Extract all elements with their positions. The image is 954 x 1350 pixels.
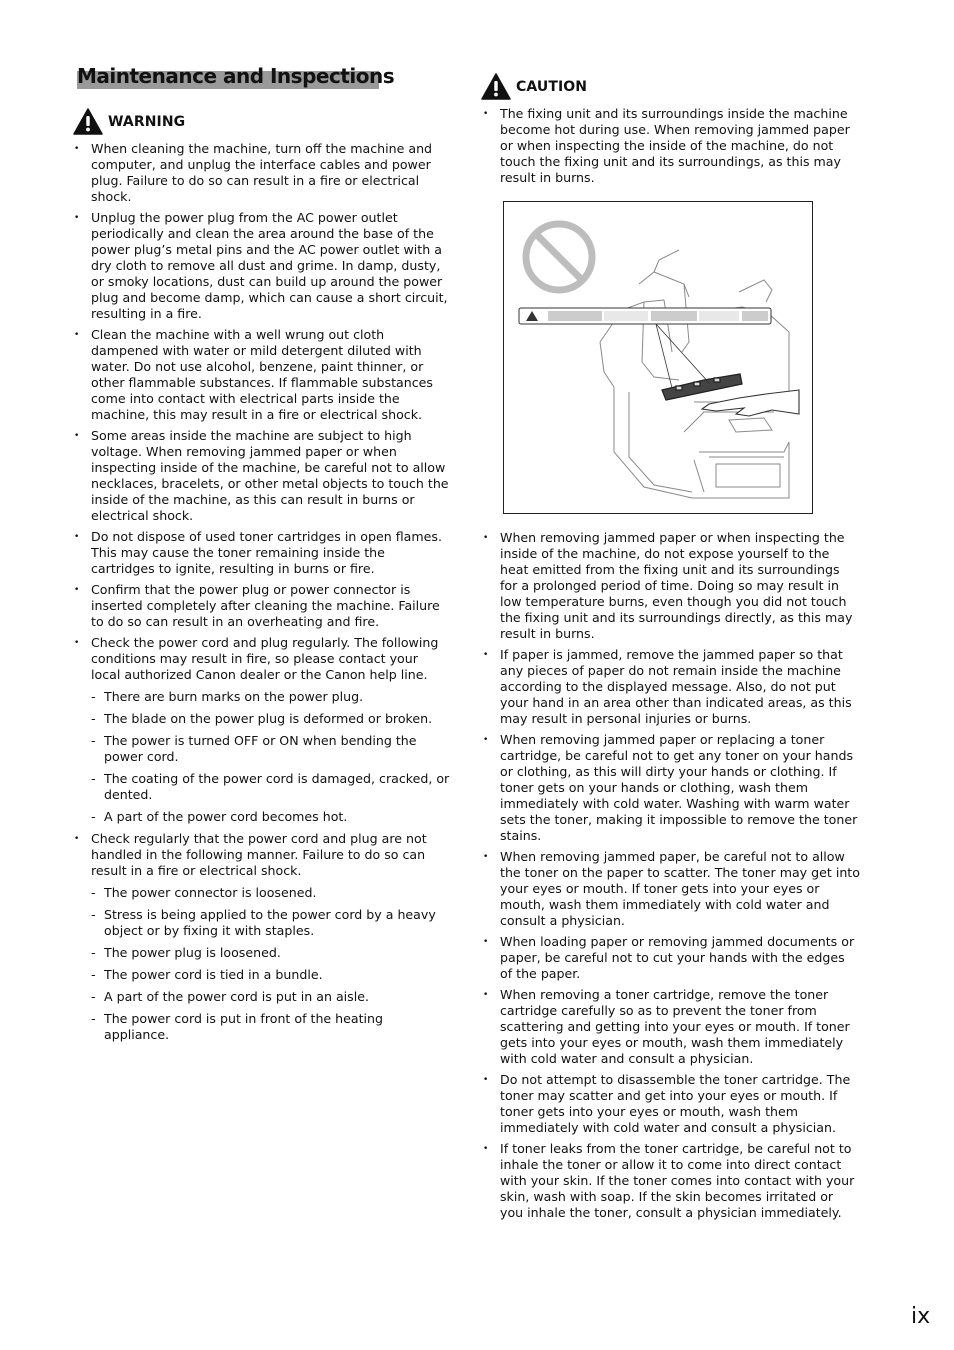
list-item-text: When removing jammed paper or replacing a toner cartridge, be careful not to get any toner on your hands or clothing, as this will dirty your hands or clothing. If toner gets on your hands or clothing, wash them immediately with cold water. Washing with warm water sets the toner, making it impossible to remove the toner stains. (500, 732, 858, 843)
figure-fixing-unit (503, 201, 813, 514)
list-item (74, 327, 451, 423)
warning-column (74, 141, 451, 1049)
list-item (483, 1141, 860, 1221)
warning-heading (73, 108, 185, 135)
sub-list (91, 885, 451, 1043)
printer-illustration (504, 202, 812, 513)
list-item (74, 141, 451, 205)
list-item-text: When cleaning the machine, turn off the machine and computer, and unplug the interface cables and power plug. Failure to do so can result in a fire or electrical shock. (91, 141, 433, 204)
list-item-text: Do not dispose of used toner cartridges in open flames. This may cause the toner remaining inside the cartridges to ignite, resulting in burns or fire. (91, 529, 442, 576)
list-item-text: Clean the machine with a well wrung out cloth dampened with water or mild detergent diluted with water. Do not use alcohol, benzene, paint thinner, or other flammable substances. If flammable substances come into contact with electrical parts inside the machine, this may result in a fire or electrical shock. (91, 327, 433, 422)
list-item-text: Do not attempt to disassemble the toner cartridge. The toner may scatter and get into your eyes or mouth. If toner gets into your eyes or mouth, wash them immediately with cold water and consult a physician. (500, 1072, 851, 1135)
list-item (483, 987, 860, 1067)
list-item (74, 428, 451, 524)
warning-label: WARNING (108, 113, 186, 130)
hot-surface-label-icon (519, 308, 771, 324)
list-item (483, 1072, 860, 1136)
list-item (483, 849, 860, 929)
sub-list-item: - The power cord is put in front of the heating appliance. (91, 1011, 451, 1043)
list-item-text: Some areas inside the machine are subject to high voltage. When removing jammed paper or when inspecting inside of the machine, be careful not to allow necklaces, bracelets, or other metal objects to touch the inside of the machine, as this can result in burns or electrical shock. (91, 428, 449, 523)
list-item-text: Check the power cord and plug regularly. The following conditions may result in fire, so please contact your local authorized Canon dealer or the Canon help line. (91, 635, 439, 682)
list-item-text: Confirm that the power plug or power connector is inserted completely after cleaning the machine. Failure to do so can result in an overheating and fire. (91, 582, 440, 629)
list-item-text: When loading paper or removing jammed documents or paper, be careful not to cut your hands with the edges of the paper. (500, 934, 855, 981)
list-item-text: When removing a toner cartridge, remove the toner cartridge carefully so as to prevent the toner from scattering and getting into your eyes or mouth. If toner gets into your eyes or mouth, wash them immediately with cold water and consult a physician. (500, 987, 850, 1066)
caution-column-bottom (483, 530, 860, 1226)
list-item (74, 635, 451, 825)
caution-triangle-icon (481, 73, 511, 100)
list-item (74, 210, 451, 322)
list-item (483, 934, 860, 982)
sub-list-item: - A part of the power cord becomes hot. (91, 809, 451, 825)
list-item-text: Unplug the power plug from the AC power outlet periodically and clean the area around the base of the power plug’s metal pins and the AC power outlet with a dry cloth to remove all dust and grime. In damp, dusty, or smoky locations, dust can build up around the power plug and become damp, which can cause a short circuit, resulting in a fire. (91, 210, 448, 321)
sub-list (91, 689, 451, 825)
list-item (74, 831, 451, 1043)
section-title (73, 62, 395, 90)
sub-list-item: - The power cord is tied in a bundle. (91, 967, 451, 983)
list-item (483, 647, 860, 727)
list-item (483, 106, 858, 186)
sub-list-item: - Stress is being applied to the power cord by a heavy object or by fixing it with staples. (91, 907, 451, 939)
sub-list-item: - The coating of the power cord is damaged, cracked, or dented. (91, 771, 451, 803)
sub-list-item: - There are burn marks on the power plug. (91, 689, 451, 705)
warning-list (74, 141, 451, 1043)
warning-triangle-icon (73, 108, 103, 135)
page-title: Maintenance and Inspections (77, 64, 395, 88)
list-item-text: The fixing unit and its surroundings inside the machine become hot during use. When removing jammed paper or when inspecting the inside of the machine, do not touch the fixing unit and its surroundings, as this may result in burns. (500, 106, 850, 185)
list-item-text: Check regularly that the power cord and plug are not handled in the following manner. Failure to do so can result in a fire or electrical shock. (91, 831, 427, 878)
caution-list-bottom (483, 530, 860, 1221)
caution-column-top (483, 106, 858, 191)
sub-list-item: - The power is turned OFF or ON when bending the power cord. (91, 733, 451, 765)
list-item-text: If toner leaks from the toner cartridge, be careful not to inhale the toner or allow it to come into direct contact with your skin. If the toner comes into contact with your skin, wash with soap. If the skin becomes irritated or you inhale the toner, consult a physician immediately. (500, 1141, 855, 1220)
caution-list-top (483, 106, 858, 186)
list-item (74, 529, 451, 577)
caution-label: CAUTION (516, 78, 588, 95)
page-number: ix (911, 1304, 931, 1329)
list-item (74, 582, 451, 630)
list-item-text: If paper is jammed, remove the jammed paper so that any pieces of paper do not remain inside the machine according to the displayed message. Also, do not put your hand in an area other than indicated areas, as this may result in personal injuries or burns. (500, 647, 852, 726)
list-item (483, 732, 860, 844)
sub-list-item: - A part of the power cord is put in an aisle. (91, 989, 451, 1005)
prohibited-icon (526, 224, 592, 290)
sub-list-item: - The blade on the power plug is deformed or broken. (91, 711, 451, 727)
sub-list-item: - The power plug is loosened. (91, 945, 451, 961)
list-item (483, 530, 860, 642)
caution-heading (481, 73, 587, 100)
list-item-text: When removing jammed paper, be careful not to allow the toner on the paper to scatter. The toner may get into your eyes or mouth. If toner gets into your eyes or mouth, wash them immediately with cold water and consult a physician. (500, 849, 860, 928)
sub-list-item: - The power connector is loosened. (91, 885, 451, 901)
list-item-text: When removing jammed paper or when inspecting the inside of the machine, do not expose yourself to the heat emitted from the fixing unit and its surroundings for a prolonged period of time. Doing so may result in low temperature burns, even though you did not touch the fixing unit and its surroundings directly, as this may result in burns. (500, 530, 853, 641)
